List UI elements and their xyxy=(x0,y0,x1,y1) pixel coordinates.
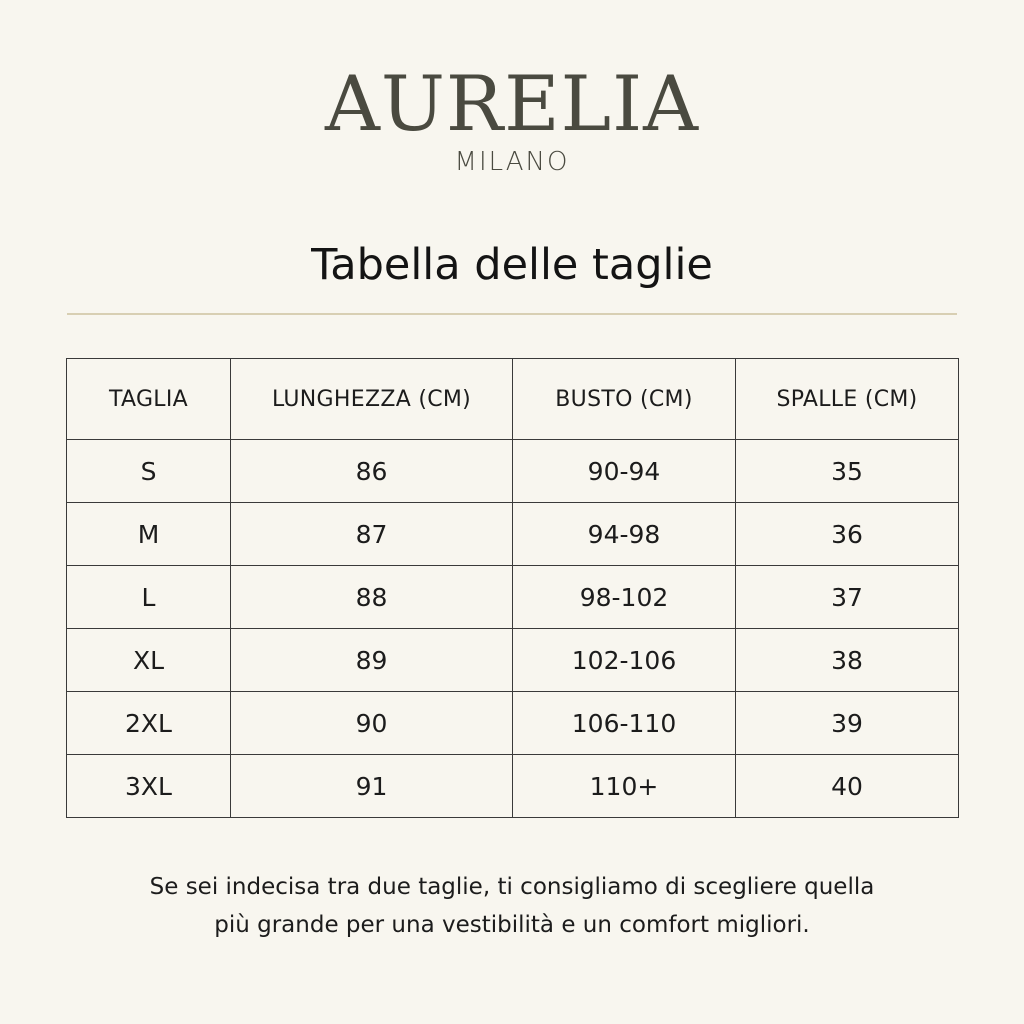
table-row xyxy=(67,566,959,629)
cell-size: L xyxy=(67,566,231,629)
note-line-1: Se sei indecisa tra due taglie, ti consigliamo di scegliere quella xyxy=(149,874,875,900)
cell-size: 3XL xyxy=(67,755,231,818)
table-row xyxy=(67,629,959,692)
cell-length: 86 xyxy=(231,440,513,503)
table-row xyxy=(67,503,959,566)
size-advice-note xyxy=(0,868,1024,944)
cell-shoulders: 39 xyxy=(736,692,959,755)
header-length: LUNGHEZZA (CM) xyxy=(231,359,513,440)
cell-bust: 102-106 xyxy=(513,629,736,692)
note-line-2: più grande per una vestibilità e un comfort migliori. xyxy=(214,912,810,938)
cell-shoulders: 40 xyxy=(736,755,959,818)
table-row xyxy=(67,755,959,818)
header-bust: BUSTO (CM) xyxy=(513,359,736,440)
cell-size: M xyxy=(67,503,231,566)
size-table xyxy=(66,358,959,818)
cell-bust: 90-94 xyxy=(513,440,736,503)
cell-bust: 110+ xyxy=(513,755,736,818)
cell-shoulders: 38 xyxy=(736,629,959,692)
cell-shoulders: 37 xyxy=(736,566,959,629)
cell-bust: 94-98 xyxy=(513,503,736,566)
table-row xyxy=(67,692,959,755)
brand-logo: AURELIA xyxy=(324,59,699,148)
header-shoulders: SPALLE (CM) xyxy=(736,359,959,440)
cell-shoulders: 36 xyxy=(736,503,959,566)
header-size: TAGLIA xyxy=(67,359,231,440)
cell-length: 87 xyxy=(231,503,513,566)
cell-length: 90 xyxy=(231,692,513,755)
brand-subtitle: MILANO xyxy=(454,147,570,177)
table-header-row xyxy=(67,359,959,440)
table-row xyxy=(67,440,959,503)
cell-length: 88 xyxy=(231,566,513,629)
cell-bust: 98-102 xyxy=(513,566,736,629)
cell-size: XL xyxy=(67,629,231,692)
cell-bust: 106-110 xyxy=(513,692,736,755)
cell-length: 91 xyxy=(231,755,513,818)
page-title: Tabella delle taglie xyxy=(311,240,713,290)
cell-length: 89 xyxy=(231,629,513,692)
cell-size: 2XL xyxy=(67,692,231,755)
cell-size: S xyxy=(67,440,231,503)
cell-shoulders: 35 xyxy=(736,440,959,503)
title-divider xyxy=(67,313,957,315)
